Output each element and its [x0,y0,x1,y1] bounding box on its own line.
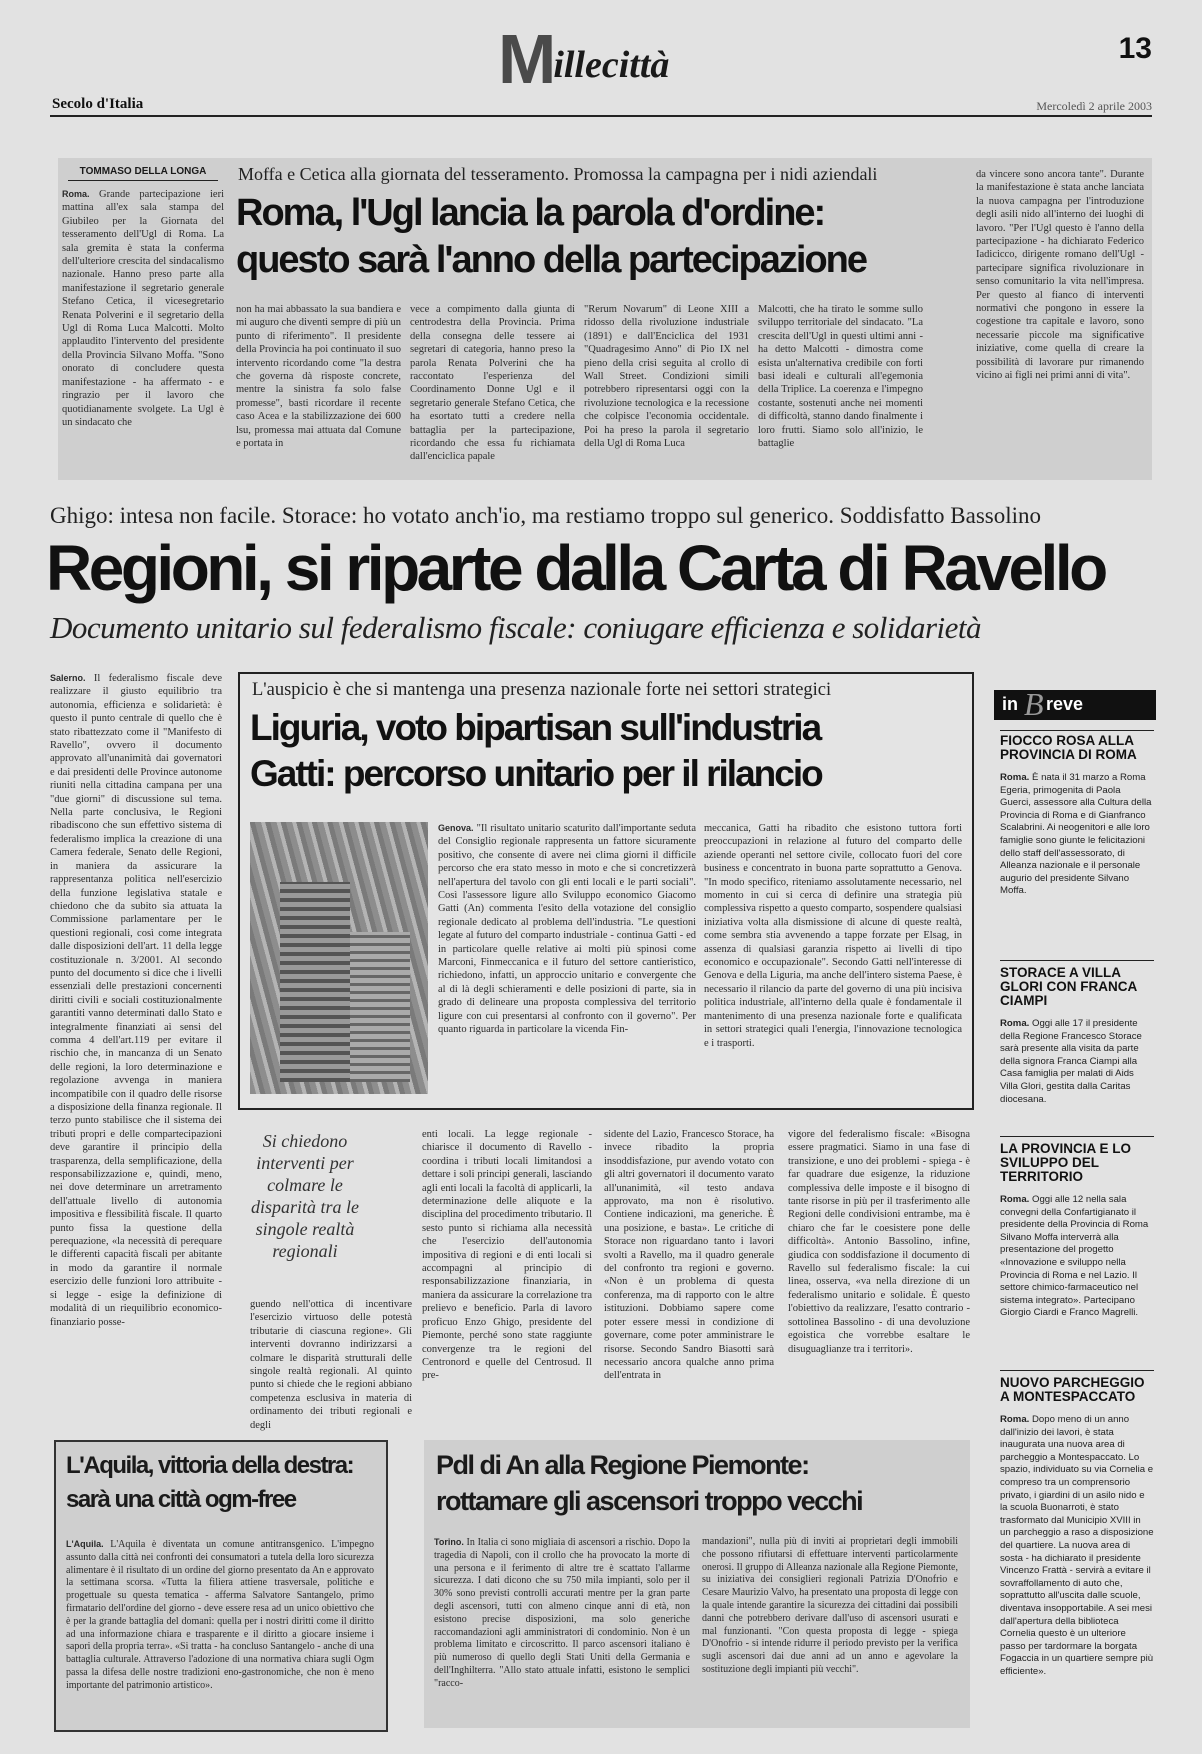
regioni-kicker: Ghigo: intesa non facile. Storace: ho votato anch'io, ma restiamo troppo sul generico. Soddisfatto Bassolino [50,503,1042,528]
ugl-col6-text: da vincere sono ancora tante". Durante la manifestazione è stata anche lanciata la nuova campagna per l'introduzione degli asili nido all'interno dei luoghi di lavoro. "Per l'Ugl questo è l'anno della partecipazione - ha dichiarato Federico Iadicicco, dirigente romano dell'Ugl - partecipare significa rivoluzionare in senso comunitario la vita nell'impresa. Per questo al fianco di interventi normativi che pongono in essere la cogestione tra capitale e lavoro, sono necessarie piccole ma significative iniziative, come quella di creare la possibilità di lavorare pur rimanendo vicino ai figli nei primi anni di vita". [976,169,1144,382]
ugl-byline: TOMMASO DELLA LONGA [68,166,218,181]
masthead-rule [50,115,1152,117]
ugl-col3-text: vece a compimento dalla giunta di centrodestra della Provincia. Prima della consegna delle tessere ai segretari di categoria, hanno preso la parola Renata Polverini che ha raccontato l'esperienza del Coordinamento Donne Ugl e il segretario generale Stefano Cetica, che ha esortato tutti a credere nella battaglia per la partecipazione, ricordando che essa fu richiamata dall'enciclica papale [410,304,575,463]
ugl-col2-text: non ha mai abbassato la sua bandiera e mi auguro che diventi sempre di più un punto di riferimento". Il presidente della Provincia ha poi continuato il suo intervento ricordando come "la destra che governa dà risposte concrete, mentre la sinistra fa solo false promesse", basti ricordare il recente caso Acea e la stabilizzazione dei 600 lsu, promessa mai attuata dal Comune e portata in [236,304,401,450]
liguria-headline-1: Liguria, voto bipartisan sull'industria [250,707,821,748]
building-block [350,932,410,1082]
ugl-column-4 [584,303,749,478]
regioni-column-1 [50,672,222,1412]
inbreve-item-dateline: Roma. [1000,1018,1030,1029]
inbreve-sidebar [994,686,1156,1730]
regioni-pull-quote: Si chiedono interventi per colmare le disparità tra le singole realtà regionali [250,1131,359,1261]
regioni-column-2 [250,1298,412,1431]
inbreve-item [1000,1142,1154,1320]
liguria-headline-2: Gatti: percorso unitario per il rilancio [250,753,822,794]
liguria-col2-text: meccanica, Gatti ha ribadito che esistono tuttora forti preoccupazioni in relazione al futuro del comparto delle aziende operanti nel settore civile, collocato fuori del core business e concentrato in buona parte soprattutto a Genova. "In modo specifico, riteniamo assolutamente necessario, nel momento in cui si cerca di definire una strategia più complessiva rispetto a questo comparto, sospendere qualsiasi iniziativa volta alla dismissione di alcune di queste realtà, come sembra stia avvenendo a tappe forzate per Elsag, in assenza di qualsiasi garanzia rispetto ai livelli di tipo economico e occupazionale". Secondo Gatti nell'interesse di Genova e della Liguria, ma anche dell'intero sistema Paese, è necessario il rilancio da parte del governo di una più incisiva politica industriale, all'interno della quale è fondamentale il mantenimento di una presenza nazionale forte e qualificata in settori strategici quali l'energia, l'innovazione tecnologica e i trasporti. [704,823,962,1049]
aquila-article [54,1440,388,1732]
inbreve-item-text [1000,1194,1154,1320]
ugl-col4-text: "Rerum Novarum" di Leone XIII a ridosso della rivoluzione industriale (1891) e dall'Enciclica del 1931 "Quadragesimo Anno" di Pio IX nel pieno della crisi seguita al crollo di Wall Street. Condizioni simili potrebbero ripresentarsi oggi con la rivoluzione tecnologica e la recessione che colpisce l'economia occidentale. Poi ha preso la parola il segretario della Ugl di Roma Luca [584,304,749,450]
item-rule [1000,960,1154,961]
regioni-col4-text: sidente del Lazio, Francesco Storace, ha invece ribadito la propria insoddisfazione, pur avendo votato con gli altri governatori il documento varato all'unanimità, «il testo andava approvato, ma non è risolutivo. Contiene indicazioni, ma generiche. È una posizione, e basta». Le critiche di Storace non riguardano tanto i lavori svolti a Ravello, ma il quadro generale del confronto tra regioni e governo. «Non è un problema di questa conferenza, ma di rapporto con le altre istituzioni. Dobbiamo sapere come poter essere messi in condizione di governare, come poter amministrare le risorse. Secondo Sandro Biasotti sarà necessario ancora qualche anno prima dell'entrata in [604,1129,774,1382]
inbreve-item-body: Dopo meno di un anno dall'inizio dei lavori, è stata inaugurata una nuova area di parcheggio a Montespaccato. Lo spazio, individuato su via Cornelia e compreso tra un comprensorio privato, i giardini di un asilo nido e la scuola Buonarroti, è stato trasformato dal Municipio XVIII in un parcheggio a raso a disposizione del quartiere. La nuova area di sosta - ha dichiarato il presidente Vincenzo Frattà - servirà a evitare il sovraffollamento di auto che, soprattutto all'uscita dalle scuole, diventava insopportabile. A sei mesi dall'apertura della biblioteca Cornelia questo è un ulteriore passo per tardormare la borgata Fogaccia in un quartiere sempre più efficiente». [1000,1414,1154,1677]
piemonte-column-1 [434,1536,690,1722]
piemonte-headline-2: rottamare gli ascensori troppo vecchi [436,1486,863,1516]
logo-letter: M [498,20,554,98]
ugl-headline-1: Roma, l'Ugl lancia la parola d'ordine: [236,192,825,234]
aquila-body: L'Aquila è diventata un comune antitransgenico. L'impegno assunto dalla città nei confronti dei consumatori a tutela della loro sicurezza alimentare è il risultato di un ordine del giorno presentato da An e approvato la settimana scorsa. «Tutta la filiera attiene trasversale, politiche e progettuale su questa tematica - afferma Salvatore Santangelo, primo firmatario dell'ordine del giorno - deve essere resa ad un unico obiettivo che è per la grande battaglia del domani: quella per i nostri diritti come il diritto ad una informazione chiara e trasparente e il diritto a giocare insieme i sapori della propria terra». «Si tratta - ha concluso Santangelo - anche di una battaglia culturale. Attraverso l'adozione di una normativa chiara sugli Ogm passa la difesa delle nostre tradizioni eno-gastronomiche, che non è meno importante del patrimonio artistico». [66,1539,374,1691]
inbreve-label [994,686,1156,722]
ugl-kicker: Moffa e Cetica alla giornata del tesseramento. Promossa la campagna per i nidi aziendali [238,164,878,184]
regioni-col2-text: guendo nell'ottica di incentivare l'esercizio virtuoso delle potestà tributarie di ciascuna regione». Gli interventi dovranno indirizzarsi a colmare le disparità strutturali delle singole realtà regionali. Al quinto punto si chiede che le regioni abbiano competenza esclusiva in materia di ordinamento dei tributi regionali e degli [250,1299,412,1431]
aquila-headline-1: L'Aquila, vittoria della destra: [66,1452,354,1479]
regioni-col5-text: vigore del federalismo fiscale: «Bisogna essere pragmatici. Siamo in una fase di transizione, e uno dei problemi - spiega - è far quadrare due esigenze, la riduzione complessiva delle imposte e il bisogno di tante risorse in più per il trasferimento alle Regioni delle condivisioni entrambe, ma è chiaro che far le coesistere pone delle difficoltà». Antonio Bassolino, infine, giudica con soddisfazione il documento di Ravello sul federalismo fiscale: la cui linea, osserva, «va nella direzione di un federalismo unitario e solidale. È questo l'obiettivo da realizzare, l'esatto contrario - sottolinea Bassolino - di una devoluzione egoistica che vorrebbe esaltare le disuguaglianze tra i territori». [788,1129,970,1355]
piemonte-dateline: Torino. [434,1537,464,1547]
regioni-column-5 [788,1128,970,1412]
aquila-dateline: L'Aquila. [66,1539,104,1549]
ugl-column-6 [976,168,1144,478]
liguria-column-1 [438,822,696,1098]
regioni-column-3 [422,1128,592,1412]
ugl-col5-text: Malcotti, che ha tirato le somme sullo sviluppo territoriale del sindacato. "La crescita dell'Ugl in questi ultimi anni - ha detto Malcotti - dimostra come esista un'alternativa credibile con forti basi ideali e culturali all'egemonia della Triplice. La coerenza e l'impegno costante, sostenuti anche nei momenti di difficoltà, stanno dando finalmente i loro frutti. Siamo solo all'inizio, le battaglie [758,304,923,450]
building-tower [280,882,350,1082]
liguria-kicker: L'auspicio è che si mantenga una presenza nazionale forte nei settori strategici [252,680,832,700]
regioni-col3-text: enti locali. La legge regionale - chiarisce il documento di Ravello - coordina i tributi locali limitandosi a dettare i soli principi generali, lasciando agli enti locali la facoltà di applicarli, la determinazione delle aliquote e la disciplina del procedimento tributario. Il sesto punto si richiama alla necessità che l'esercizio dell'autonomia impositiva di regioni e di enti locali si accompagni al principio di responsabilizzazione finanziaria, in maniera da assicurare la correlazione tra prelievo e beneficio. Parla di lavoro proficuo Enzo Ghigo, presidente del Piemonte, perché sono state raggiunte convergenze tra le regioni del Centronord e quelle del Centrosud. Il pre- [422,1129,592,1382]
inbreve-item-text [1000,1018,1154,1106]
inbreve-b: B [1024,686,1044,722]
piemonte-column-2 [702,1536,958,1722]
inbreve-item-title: STORACE A VILLA GLORI CON FRANCA CIAMPI [1000,965,1137,1008]
masthead [0,0,1202,120]
inbreve-item-text [1000,1414,1154,1678]
regioni-dateline: Salerno. [50,673,86,683]
inbreve-item-title: LA PROVINCIA E LO SVILUPPO DEL TERRITORIO [1000,1141,1132,1184]
inbreve-item-body: È nata il 31 marzo a Roma Egeria, primogenita di Paola Guerci, assessore alla Cultura della Provincia di Roma e di Gianfranco Scalabrini. Ai neogenitori e alle loro famiglie sono giunte le felicitazioni dello staff dell'assessorato, di Alleanza nazionale e il personale augurio del presidente Silvano Moffa. [1000,772,1152,897]
inbreve-item-title: NUOVO PARCHEGGIO A MONTESPACCATO [1000,1375,1145,1404]
ugl-col1-text: Grande partecipazione ieri mattina all'ex sala stampa del Giubileo per la Giornata del tesseramento dell'Ugl di Roma. La sala gremita è stata la conferma dell'ulteriore crescita del sindacalismo nazionale. Hanno preso parte alla manifestazione il segretario generale Stefano Cetica, il vicesegretario Renata Polverini e il segretario della Ugl di Roma Luca Malcotti. Molto applaudito l'intervento del presidente della Provincia Silvano Moffa. "Sono onorato di concludere questa manifestazione - ha affermato - e ringrazio per il lavoro che quotidianamente svolgete. La Ugl è un sindacato che [62,189,225,428]
inbreve-item-dateline: Roma. [1000,1414,1030,1425]
ugl-dateline: Roma. [62,189,90,199]
liguria-dateline: Genova. [438,823,474,833]
section-logo [498,20,670,98]
logo-rest: illecittà [553,44,670,86]
paper-name: Secolo d'Italia [52,96,144,112]
liguria-industry-photo [250,822,428,1094]
inbreve-item-text [1000,772,1154,898]
piemonte-col2-text: mandazioni", nulla più di inviti ai proprietari degli immobili che possono rifiutarsi di effettuare interventi particolarmente onerosi. Il gruppo di Alleanza nazionale alla Regione Piemonte, su iniziativa dei consiglieri regionali Patrizia D'Onofrio e Cesare Maurizio Valvo, ha presentato una proposta di legge con la quale intende garantire la sicurezza dei cittadini dai possibili danni che potrebbero derivare dall'uso di ascensori usurati e mal funzionanti. "Con questa proposta di legge - spiega D'Onofrio - si intende ridurre il periodo previsto per la verifica sugli ascensori dai due anni ad un anno e agevolare la sostituzione degli impianti più vecchi". [702,1536,958,1675]
regioni-subhead: Documento unitario sul federalismo fiscale: coniugare efficienza e solidarietà [50,610,982,645]
inbreve-item [1000,966,1154,1106]
regioni-col1-text: Il federalismo fiscale deve realizzare il giusto equilibrio tra autonomia, efficienza e solidarietà: è questo il punto centrale di quello che è stato ribattezzato come il "Manifesto di Ravello", ovvero il documento approvato all'unanimità dai governatori e dai presidenti delle Province autonome riuniti nella cittadina campana per una "due giorni" di discussione sul tema. Nella parte conclusiva, le Regioni ribadiscono che sun effettivo sistema di federalismo implica la creazione di una Camera federale, Senato delle Regioni, in maniera da assicurare la rappresentanza politica nell'esercizio della funzione legislativa statale e chiedono che da subito sia attuata la Commissione parlamentare per le questioni regionali, così come integrata dalle disposizioni dell'art. 11 della legge costituzionale n. 3/2001. Al secondo punto del documento si dice che i livelli essenziali delle prestazioni concernenti diritti civili e sociali costituzionalmente garantiti vanno determinati dallo Stato e integralmente finanziati ai sensi del comma 4 dell'art.119 per evitare il rischio che, in mancanza di un Senato delle regioni, la loro determinazione e regolazione avvenga in maniera incompatibile con il quadro delle risorse a disposizione della finanza regionale. Il terzo punto stabilisce che il sistema dei tributi propri e delle compartecipazioni deve garantire il principio della trasparenza, della semplificazione, della responsabilizzazione e, quindi, meno, nei dove determinare un arretramento dell'attuale livello di autonomia impositiva e flessibilità fiscale. Il quarto punto fissa la questione della perequazione, «la necessità di perequare le differenti capacità fiscali per abitante in modo da garantire il normale esercizio delle funzioni loro attribuite - si legge - esige la definizione di modalità di un riequilibrio economico-finanziario posse- [50,673,222,1328]
regioni-column-4 [604,1128,774,1412]
piemonte-col1-text: In Italia ci sono migliaia di ascensori a rischio. Dopo la tragedia di Napoli, con il crollo che ha provocato la morte di una persona e il ferimento di altre tre è scattato l'allarme sicurezza. I dati dicono che su 750 mila impianti, solo per il 30% sono previsti controlli accurati mentre per la gran parte degli ascensori, tutti con almeno cinque anni di età, non esistono precise disposizioni, ma solo generiche raccomandazioni agli amministratori di condominio. Non è un problema limitato e circoscritto. Il parco ascensori italiano è più numeroso di quello degli Stati Uniti della Germania e dell'Inghilterra. "Allo stato attuale infatti, esistono le semplici "racco- [434,1537,691,1689]
inbreve-rest: reve [1046,694,1084,714]
aquila-headline-2: sarà una città ogm-free [66,1486,296,1513]
piemonte-headline-1: Pdl di An alla Regione Piemonte: [436,1450,809,1480]
inbreve-item-dateline: Roma. [1000,772,1030,783]
liguria-article [238,672,974,1110]
aquila-text [66,1538,374,1724]
ugl-column-3 [410,303,575,478]
inbreve-item-title: FIOCCO ROSA ALLA PROVINCIA DI ROMA [1000,733,1137,762]
inbreve-item-body: Oggi alle 17 il presidente della Regione Francesco Storace sarà presente alla visita da parte della signora Franca Ciampi alla Casa famiglia per malati di Aids Villa Glori, gestita dalla Caritas diocesana. [1000,1018,1142,1105]
ugl-column-2 [236,303,401,478]
ugl-article [58,158,1152,480]
ugl-headline-2: questo sarà l'anno della partecipazione [236,239,867,281]
item-rule [1000,730,1154,731]
item-rule [1000,1370,1154,1371]
piemonte-article [424,1440,970,1728]
inbreve-in: in [1002,694,1018,714]
inbreve-item [1000,734,1154,898]
inbreve-item-dateline: Roma. [1000,1194,1030,1205]
inbreve-item [1000,1376,1154,1678]
page-number: 13 [1118,32,1152,65]
item-rule [1000,1136,1154,1137]
issue-date: Mercoledì 2 aprile 2003 [1036,99,1152,113]
liguria-col1-text: "Il risultato unitario scaturito dall'importante seduta del Consiglio regionale rappresenta un fattore sicuramente positivo, che consente di avere nei clima giorni il difficile percorso che era stato messo in moto e che si concretizzerà nell'apertura del tavolo con gli enti locali e le parti sociali". Così l'assessore ligure allo Sviluppo economico Giacomo Gatti (An) commenta l'esito della votazione del consiglio regionale dedicato al problema dell'industria. "Le questioni legate al futuro del comparto industriale - continua Gatti - ed in particolare quelle relative ai molti più spinosi come Marconi, Finmeccanica e il futuro del settore cantieristico, richiedono, infatti, un approccio unitario e convergente che al di là degli schieramenti e delle posizioni di parte, sia in grado di delineare una proposta complessiva del territorio ligure con cui presentarsi al confronto con il governo". Per quanto riguarda in particolare la vicenda Fin- [438,823,697,1036]
ugl-column-1 [62,188,224,478]
regioni-headline: Regioni, si riparte dalla Carta di Ravello [46,532,1105,604]
ugl-column-5 [758,303,923,478]
inbreve-item-body: Oggi alle 12 nella sala convegni della Confartigianato il presidente della Provincia di Roma Silvano Moffa interverrà alla presentazione del progetto «Innovazione e sviluppo nella Provincia di Roma e nel Lazio. Il settore chimico-farmaceutico nel sistema integrato». Partecipano Giorgio Ciardi e Franco Magrelli. [1000,1194,1149,1319]
liguria-column-2 [704,822,962,1098]
